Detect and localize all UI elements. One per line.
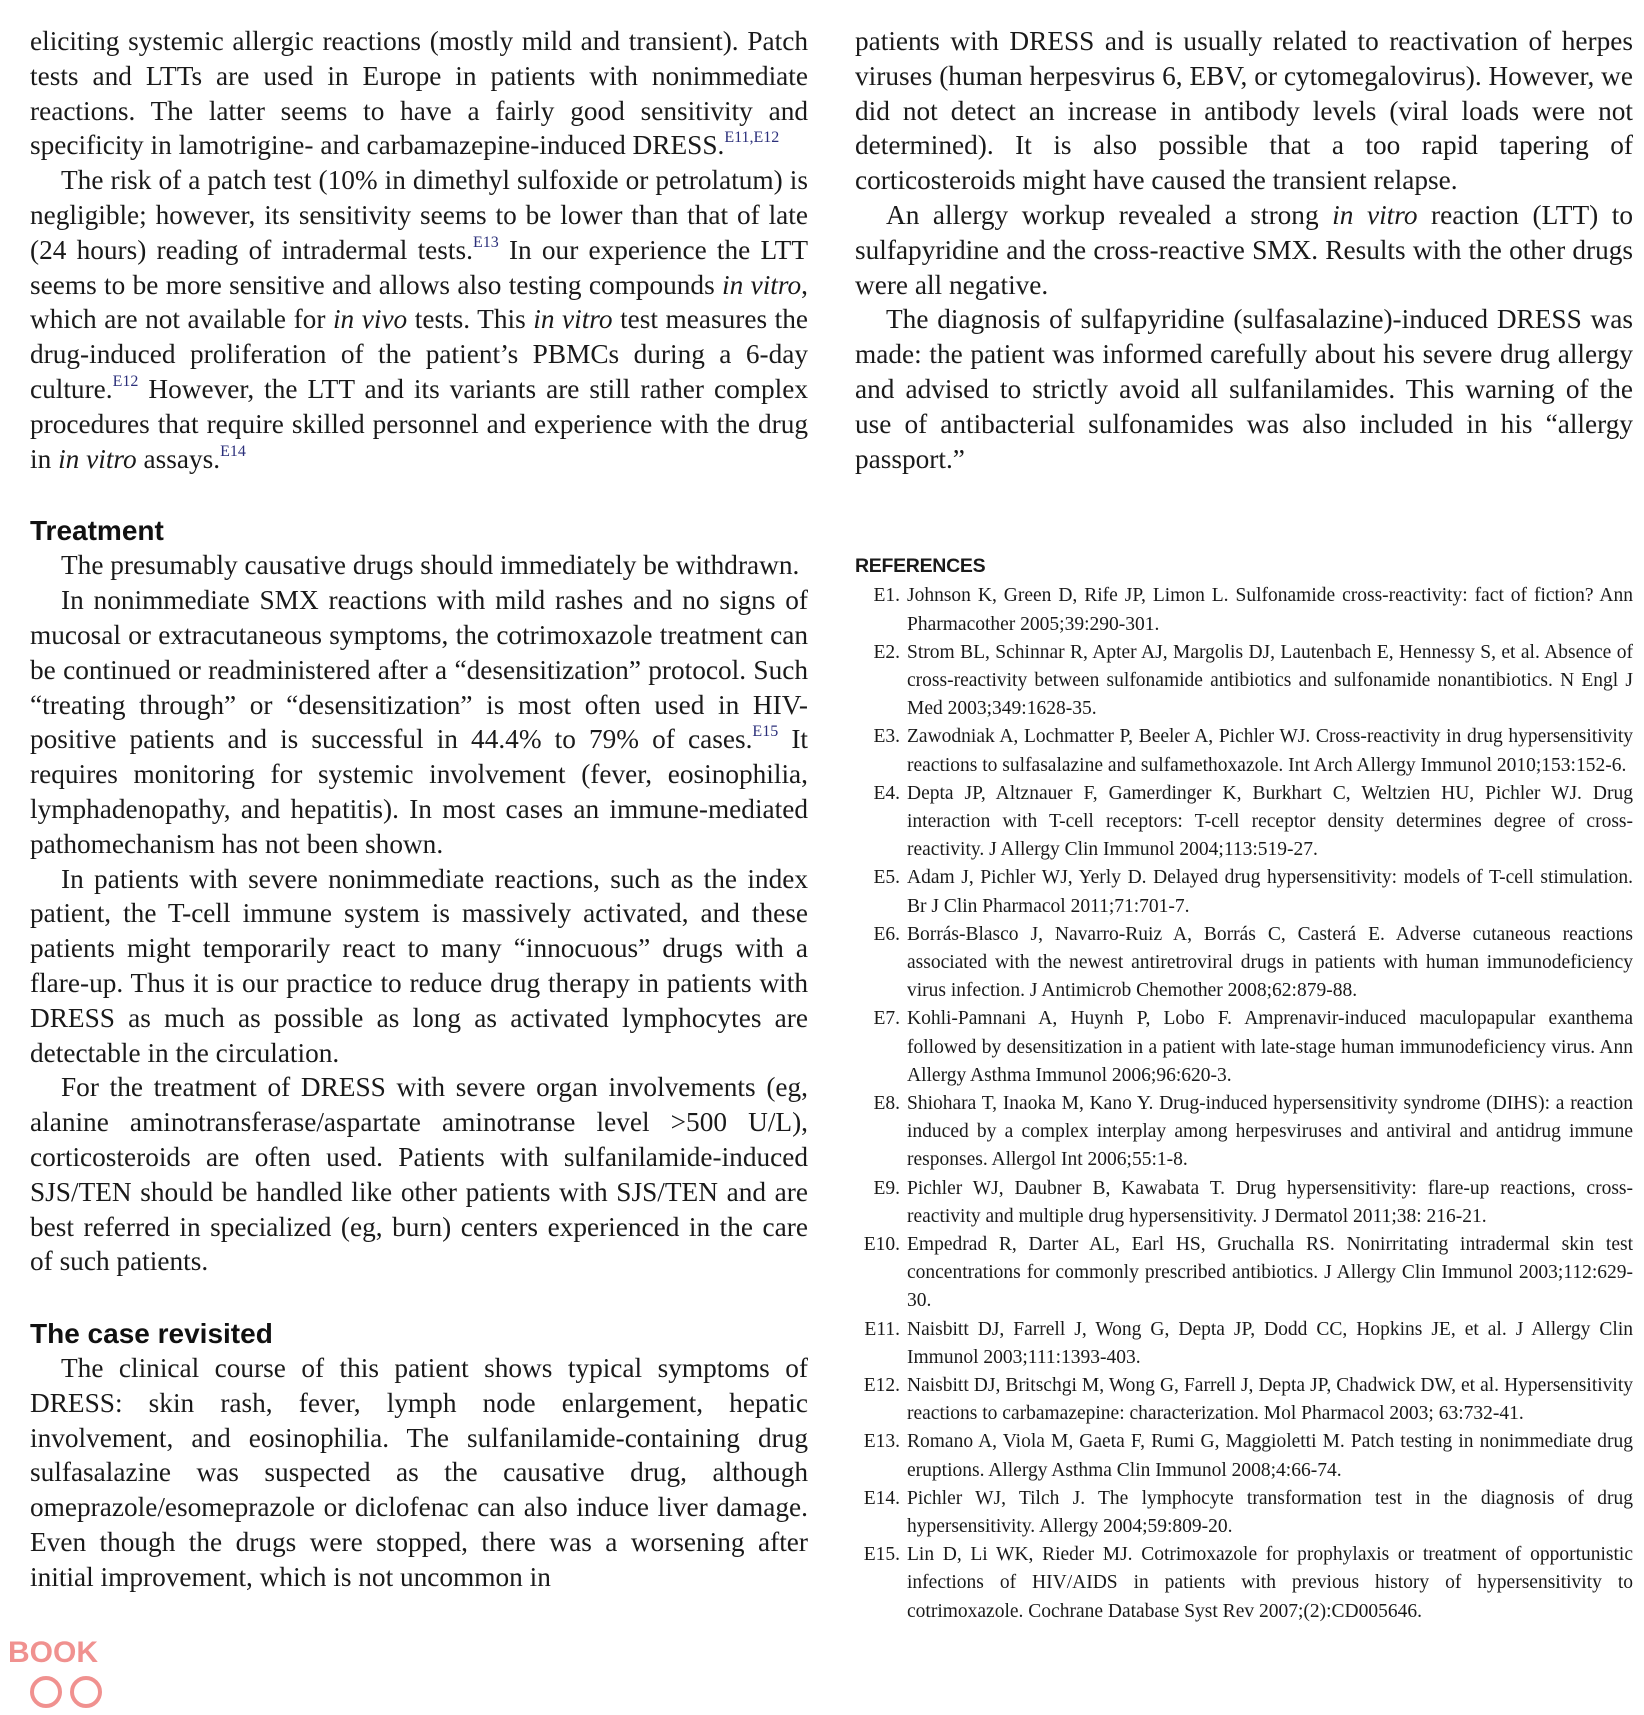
reference-text: Romano A, Viola M, Gaeta F, Rumi G, Maggioletti M. Patch testing in nonimmediate drug eruptions. Allergy Asthma Clin Immunol 2008;4:66-74. xyxy=(907,1431,1633,1481)
reference-number: E3. xyxy=(873,726,900,748)
section-heading-treatment: Treatment xyxy=(30,515,164,547)
text-run: However, the LTT and its variants are still rather complex procedures that require skilled personnel and experience with the drug in xyxy=(30,373,808,474)
reference-number: E4. xyxy=(873,782,900,804)
reference-item xyxy=(855,1175,1633,1231)
citation-link[interactable]: E14 xyxy=(220,442,246,460)
reference-text: Borrás-Blasco J, Navarro-Ruiz A, Borrás C, Casterá E. Adverse cutaneous reactions associated with the newest antiretroviral drugs in patients with human immunodeficiency virus infection. J Antimicrob Chemother 2008;62:879-88. xyxy=(907,923,1633,1002)
reference-item xyxy=(855,921,1633,1006)
reference-item xyxy=(855,582,1633,638)
reference-text: Lin D, Li WK, Rieder MJ. Cotrimoxazole for prophylaxis or treatment of opportunistic infections of HIV/AIDS in patients with previous history of hypersensitivity to cotrimoxazole. Cochrane Database Syst Rev 2007;(2):CD005646. xyxy=(907,1544,1633,1622)
reference-item xyxy=(855,1485,1633,1541)
reference-text: Pichler WJ, Daubner B, Kawabata T. Drug hypersensitivity: flare-up reactions, cross-reactivity and multiple drug hypersensitivity. J Dermatol 2011;38: 216-21. xyxy=(907,1177,1633,1227)
reference-text: Johnson K, Green D, Rife JP, Limon L. Sulfonamide cross-reactivity: fact of fiction? Ann Pharmacother 2005;39:290-301. xyxy=(907,585,1633,635)
section-spacer xyxy=(30,476,808,514)
paragraph-treatment-3: In patients with severe nonimmediate reactions, such as the index patient, the T-cell immune system is massively activated, and these patients might temporarily react to many “innocuous” drugs with a flare-up. Thus it is our practice to reduce drug therapy in patients with DRESS as much as possible as long as activated lymphocytes are detectable in the circulation. xyxy=(30,863,808,1068)
references-spacer xyxy=(855,476,1633,554)
svg-text:BOOK: BOOK xyxy=(8,1636,98,1669)
paragraph-continuation xyxy=(30,24,808,163)
reference-number: E5. xyxy=(873,867,900,889)
text-run: An allergy workup revealed a strong xyxy=(886,199,1333,230)
reference-item xyxy=(855,1541,1633,1626)
paragraph-treatment-1: The presumably causative drugs should immediately be withdrawn. xyxy=(61,550,800,581)
paragraph-treatment-2 xyxy=(30,583,808,861)
reference-number: E6. xyxy=(873,923,900,945)
italic-term: in vitro xyxy=(722,269,802,300)
reference-item xyxy=(855,639,1633,724)
paragraph-diagnosis: The diagnosis of sulfapyridine (sulfasalazine)-induced DRESS was made: the patient was informed carefully about his severe drug allergy and advised to strictly avoid all sulfanilamides. This warning of the use of antibacterial sulfonamides was also included in his “allergy passport.” xyxy=(855,304,1633,474)
reference-item xyxy=(855,1428,1633,1484)
references-heading: REFERENCES xyxy=(855,555,986,578)
reference-text: Kohli-Pamnani A, Huynh P, Lobo F. Amprenavir-induced maculopapular exanthema followed by desensitization in a patient with late-stage human immunodeficiency virus. Ann Allergy Asthma Immunol 2006;96:620-3. xyxy=(907,1008,1633,1086)
reference-number: E7. xyxy=(873,1008,900,1030)
reference-number: E13. xyxy=(863,1431,900,1453)
text-run: It requires monitoring for systemic involvement (fever, eosinophilia, lymphadenopathy, and hepatitis). In most cases an immune-mediated pathomechanism has not been shown. xyxy=(30,724,808,859)
reference-item xyxy=(855,1372,1633,1428)
citation-link[interactable]: E12 xyxy=(112,372,139,390)
citation-link[interactable]: E13 xyxy=(472,233,499,251)
reference-item xyxy=(855,1316,1633,1372)
citation-link[interactable]: E15 xyxy=(752,723,779,741)
paragraph-case-continuation: patients with DRESS and is usually related to reactivation of herpes viruses (human herpesvirus 6, EBV, or cytomegalovirus). However, we did not detect an increase in antibody levels (viral loads were not determined). It is also possible that a too rapid tapering of corticosteroids might have caused the transient relapse. xyxy=(855,26,1633,196)
section-spacer xyxy=(30,1279,808,1317)
reference-text: Pichler WJ, Tilch J. The lymphocyte transformation test in the diagnosis of drug hypersensitivity. Allergy 2004;59:809-20. xyxy=(907,1487,1633,1538)
reference-text: Naisbitt DJ, Britschgi M, Wong G, Farrell J, Depta JP, Chadwick DW, et al. Hypersensitivity reactions to carbamazepine: characterization. Mol Pharmacol 2003; 63:732-41. xyxy=(907,1375,1633,1425)
text-run: In nonimmediate SMX reactions with mild rashes and no signs of mucosal or extracutaneous symptoms, the cotrimoxazole treatment can be continued or readministered after a “desensitization” protocol. Such “treating through” or “desensitization” is most often used in HIV-positive patients and is successful in 44.4% to 79% of cases. xyxy=(30,585,808,755)
text-run: In our experience the LTT seems to be more sensitive and allows also testing compounds xyxy=(30,234,808,300)
italic-term: in vivo xyxy=(332,304,408,335)
reference-text: Strom BL, Schinnar R, Apter AJ, Margolis DJ, Lautenbach E, Hennessy S, et al. Absence of cross-reactivity between sulfonamide antibiotics and sulfonamide nonantibiotics. N Engl J Med 2003;349:1628-35. xyxy=(907,641,1633,720)
text-run: reaction (LTT) to sulfapyridine and the cross-reactive SMX. Results with the other drugs were all negative. xyxy=(855,199,1633,300)
reference-number: E14. xyxy=(863,1487,900,1509)
text-run: The risk of a patch test (10% in dimethyl sulfoxide or petrolatum) is negligible; however, its sensitivity seems to be lower than that of late (24 hours) reading of intradermal tests. xyxy=(30,165,808,265)
reference-number: E1. xyxy=(873,585,900,607)
reference-text: Depta JP, Altznauer F, Gamerdinger K, Burkhart C, Weltzien HU, Pichler WJ. Drug interaction with T-cell receptors: T-cell receptor density determines degree of cross-reactivity. J Allergy Clin Immunol 2004;113:519-27. xyxy=(907,782,1633,861)
text-run: assays. xyxy=(136,443,221,474)
text-run: test measures the drug-induced proliferation of the patient’s PBMCs during a 6-day culture. xyxy=(30,304,809,404)
references-list xyxy=(855,582,1633,1626)
italic-term: in vitro xyxy=(533,304,613,335)
reference-item xyxy=(855,723,1633,779)
reference-text: Adam J, Pichler WJ, Yerly D. Delayed drug hypersensitivity: models of T-cell stimulation. Br J Clin Pharmacol 2011;71:701-7. xyxy=(907,867,1633,917)
reference-number: E8. xyxy=(873,1093,900,1115)
reference-item xyxy=(855,1090,1633,1175)
watermark-logo xyxy=(6,1632,156,1712)
reference-item xyxy=(855,1231,1633,1316)
citation-link[interactable]: E11,E12 xyxy=(724,129,780,147)
paragraph-text: eliciting systemic allergic reactions (mostly mild and transient). Patch tests and LTTs are used in Europe in patients with nonimmediate reactions. The latter seems to have a fairly good sensitivity and specificity in lamotrigine- and carbamazepine-induced DRESS. xyxy=(30,26,808,161)
right-column xyxy=(855,24,1633,1626)
reference-number: E12. xyxy=(863,1375,900,1397)
reference-text: Zawodniak A, Lochmatter P, Beeler A, Pichler WJ. Cross-reactivity in drug hypersensitivity reactions to sulfasalazine and sulfamethoxazole. Int Arch Allergy Immunol 2010;153:152-6. xyxy=(907,726,1633,776)
italic-term: in vitro xyxy=(1332,199,1418,230)
reference-text: Empedrad R, Darter AL, Earl HS, Gruchalla RS. Nonirritating intradermal skin test concentrations for commonly prescribed antibiotics. J Allergy Clin Immunol 2003;112:629-30. xyxy=(907,1234,1633,1312)
section-heading-case-revisited: The case revisited xyxy=(30,1318,273,1350)
text-run: , which are not available for xyxy=(30,269,808,335)
reference-text: Naisbitt DJ, Farrell J, Wong G, Depta JP, Dodd CC, Hopkins JE, et al. J Allergy Clin Immunol 2003;111:1393-403. xyxy=(907,1318,1633,1368)
reference-text: Shiohara T, Inaoka M, Kano Y. Drug-induced hypersensitivity syndrome (DIHS): a reaction induced by a complex interplay among herpesviruses and antiviral and antidrug immune responses. Allergol Int 2006;55:1-8. xyxy=(907,1093,1633,1171)
reference-item xyxy=(855,864,1633,920)
reference-number: E11. xyxy=(864,1318,900,1340)
italic-term: in vitro xyxy=(58,443,137,474)
paragraph-patch-test xyxy=(30,163,808,476)
reference-number: E10. xyxy=(863,1234,900,1256)
reference-number: E2. xyxy=(873,641,900,663)
paragraph-allergy-workup xyxy=(855,198,1633,302)
reference-item xyxy=(855,780,1633,865)
reference-item xyxy=(855,1005,1633,1090)
reference-number: E15. xyxy=(863,1544,900,1566)
text-run: tests. This xyxy=(407,304,534,335)
left-column xyxy=(30,24,808,1595)
paragraph-case-1: The clinical course of this patient shows typical symptoms of DRESS: skin rash, fever, lymph node enlargement, hepatic involvement, and eosinophilia. The sulfanilamide-containing drug sulfasalazine was suspected as the causative drug, although omeprazole/esomeprazole or diclofenac can also induce liver damage. Even though the drugs were stopped, there was a worsening after initial improvement, which is not uncommon in xyxy=(30,1353,808,1592)
reference-number: E9. xyxy=(873,1177,900,1199)
paragraph-treatment-4: For the treatment of DRESS with severe organ involvements (eg, alanine aminotransferase/aspartate aminotranse level >500 U/L), corticosteroids are often used. Patients with sulfanilamide-induced SJS/TEN should be handled like other patients with SJS/TEN and are best referred in specialized (eg, burn) centers experienced in the care of such patients. xyxy=(30,1072,808,1277)
